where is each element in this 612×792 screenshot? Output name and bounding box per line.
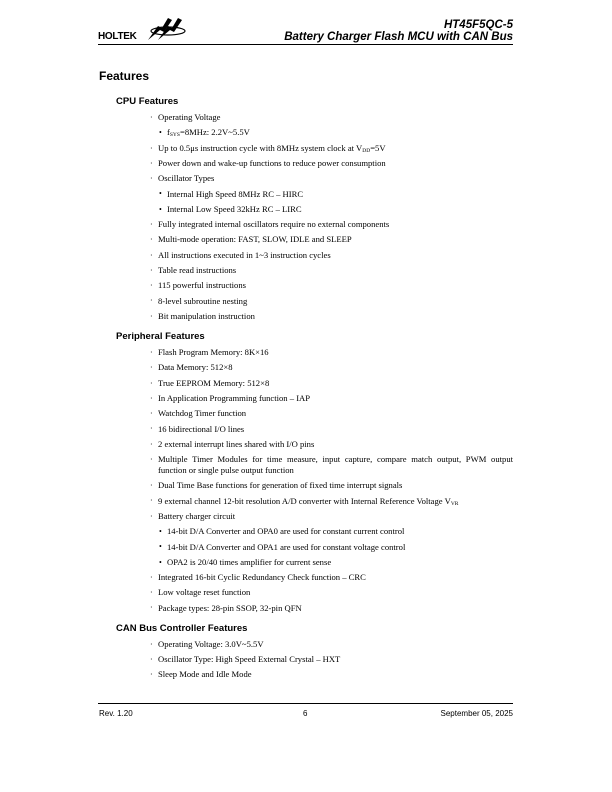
item-text: =5V — [370, 142, 386, 153]
bullet-icon: · — [150, 311, 153, 321]
item-text: Internal High Speed 8MHz RC – HIRC — [167, 188, 304, 199]
list-item — [116, 309, 513, 324]
feature-list — [116, 637, 513, 683]
item-text: 115 powerful instructions — [158, 280, 246, 291]
item-text: Data Memory: 512×8 — [158, 362, 233, 373]
list-item — [116, 478, 513, 493]
list-item — [116, 421, 513, 436]
bullet-icon: · — [150, 409, 153, 419]
item-text: Multiple Timer Modules for time measure, input capture, compare match output, PWM output function or single pulse output function — [158, 454, 513, 476]
holtek-logo — [98, 14, 188, 47]
item-text: In Application Programming function – IAP — [158, 392, 311, 403]
item-text: Oscillator Types — [158, 173, 215, 184]
item-text: Multi-mode operation: FAST, SLOW, IDLE and SLEEP — [158, 234, 352, 245]
bullet-icon: · — [150, 296, 153, 306]
item-text: Internal Low Speed 32kHz RC – LIRC — [167, 203, 302, 214]
footer-date: September 05, 2025 — [440, 709, 513, 718]
sub-list-item — [116, 202, 513, 217]
list-item — [116, 217, 513, 232]
list-item — [116, 248, 513, 263]
list-item — [116, 493, 513, 508]
list-item — [116, 345, 513, 360]
bullet-icon: · — [150, 281, 153, 291]
document-subtitle: Battery Charger Flash MCU with CAN Bus — [284, 31, 513, 43]
bullet-icon: · — [150, 347, 153, 357]
sub-list-item — [116, 125, 513, 140]
bullet-icon: • — [159, 557, 162, 567]
bullet-icon: • — [159, 527, 162, 537]
bullet-icon: • — [159, 204, 162, 214]
list-item — [116, 600, 513, 615]
footer-page-number: 6 — [303, 709, 308, 718]
svg-text:HOLTEK: HOLTEK — [98, 31, 137, 42]
list-item — [116, 141, 513, 156]
list-item — [116, 652, 513, 667]
sub-list-item — [116, 186, 513, 201]
feature-list — [116, 345, 513, 616]
item-text: Watchdog Timer function — [158, 408, 247, 419]
feature-list — [116, 110, 513, 324]
bullet-icon: · — [150, 439, 153, 449]
sub-list-item — [116, 539, 513, 554]
item-text: OPA2 is 20/40 times amplifier for current sense — [167, 556, 332, 567]
list-item — [116, 263, 513, 278]
feature-section — [116, 330, 513, 616]
item-text: Low voltage reset function — [158, 587, 251, 598]
section-heading: CPU Features — [116, 96, 179, 107]
list-item — [116, 437, 513, 452]
item-text: Integrated 16-bit Cyclic Redundancy Check function – CRC — [158, 572, 366, 583]
item-text: True EEPROM Memory: 512×8 — [158, 377, 270, 388]
feature-section — [116, 622, 513, 683]
section-heading: CAN Bus Controller Features — [116, 622, 248, 634]
item-text: 2 external interrupt lines shared with I/O pins — [158, 438, 315, 449]
bullet-icon: · — [150, 670, 153, 680]
list-item — [116, 391, 513, 406]
item-text: 14-bit D/A Converter and OPA1 are used for constant voltage control — [167, 541, 406, 552]
document-header — [284, 19, 513, 43]
bullet-icon: · — [150, 496, 153, 506]
item-text: Package types: 28-pin SSOP, 32-pin QFN — [158, 602, 302, 613]
item-text: 14-bit D/A Converter and OPA0 are used for constant current control — [167, 526, 405, 537]
subscript-text: SYS — [169, 132, 180, 139]
list-item — [116, 585, 513, 600]
list-item — [116, 360, 513, 375]
item-text: 8-level subroutine nesting — [158, 295, 248, 306]
bullet-icon: · — [150, 250, 153, 260]
bullet-icon: · — [150, 265, 153, 275]
item-text: Up to 0.5μs instruction cycle with 8MHz system clock at V — [158, 142, 363, 153]
item-text: All instructions executed in 1~3 instruction cycles — [158, 249, 331, 260]
bullet-icon: · — [150, 235, 153, 245]
bullet-icon: · — [150, 639, 153, 649]
list-item — [116, 570, 513, 585]
bullet-icon: · — [150, 572, 153, 582]
footer-divider — [98, 703, 513, 704]
bullet-icon: · — [150, 655, 153, 664]
header-divider — [98, 44, 513, 45]
subscript-text: VR — [450, 500, 459, 507]
item-text: f — [167, 127, 170, 138]
bullet-icon: · — [150, 511, 153, 521]
section-heading: Peripheral Features — [116, 330, 205, 342]
sub-list-item — [116, 524, 513, 539]
bullet-icon: · — [150, 378, 153, 388]
bullet-icon: · — [150, 454, 153, 464]
item-text: Sleep Mode and Idle Mode — [158, 669, 252, 680]
list-item — [116, 232, 513, 247]
features-content — [116, 95, 513, 689]
list-item — [116, 509, 513, 524]
bullet-icon: · — [150, 393, 153, 403]
list-item — [116, 156, 513, 171]
part-number: HT45F5QC-5 — [443, 19, 513, 31]
bullet-icon: · — [150, 143, 153, 153]
bullet-icon: · — [150, 603, 153, 613]
list-item — [116, 667, 513, 682]
bullet-icon: · — [150, 588, 153, 598]
item-text: Operating Voltage — [158, 112, 221, 123]
item-text: 9 external channel 12-bit resolution A/D converter with Internal Reference Voltage V — [158, 495, 451, 506]
item-text: Bit manipulation instruction — [158, 310, 255, 321]
bullet-icon: • — [159, 189, 162, 199]
list-item — [116, 171, 513, 186]
list-item — [116, 452, 513, 478]
bullet-icon: · — [150, 481, 153, 491]
list-item — [116, 637, 513, 652]
bullet-icon: · — [150, 219, 153, 229]
item-text: =8MHz: 2.2V~5.5V — [179, 127, 250, 138]
bullet-icon: · — [150, 363, 153, 373]
item-text: Battery charger circuit — [158, 510, 236, 521]
subscript-text: DD — [362, 147, 371, 154]
sub-list-item — [116, 555, 513, 570]
item-text: Operating Voltage: 3.0V~5.5V — [158, 638, 264, 649]
bullet-icon: · — [150, 113, 153, 122]
bullet-icon: • — [159, 128, 162, 138]
item-text: Dual Time Base functions for generation of fixed time interrupt signals — [158, 480, 403, 491]
list-item — [116, 278, 513, 293]
item-text: Table read instructions — [158, 265, 237, 275]
item-text: Power down and wake-up functions to reduce power consumption — [158, 158, 386, 169]
bullet-icon: • — [159, 542, 162, 552]
list-item — [116, 110, 513, 125]
item-text: Flash Program Memory: 8K×16 — [158, 347, 269, 358]
item-text: Oscillator Type: High Speed External Crystal – HXT — [158, 654, 341, 665]
list-item — [116, 376, 513, 391]
list-item — [116, 293, 513, 308]
bullet-icon: · — [150, 424, 153, 434]
page-title: Features — [99, 69, 150, 83]
feature-section — [116, 95, 513, 324]
list-item — [116, 406, 513, 421]
bullet-icon: · — [150, 174, 153, 184]
footer-revision: Rev. 1.20 — [99, 709, 133, 718]
item-text: 16 bidirectional I/O lines — [158, 423, 245, 434]
item-text: Fully integrated internal oscillators require no external components — [158, 219, 390, 230]
bullet-icon: · — [150, 158, 153, 168]
